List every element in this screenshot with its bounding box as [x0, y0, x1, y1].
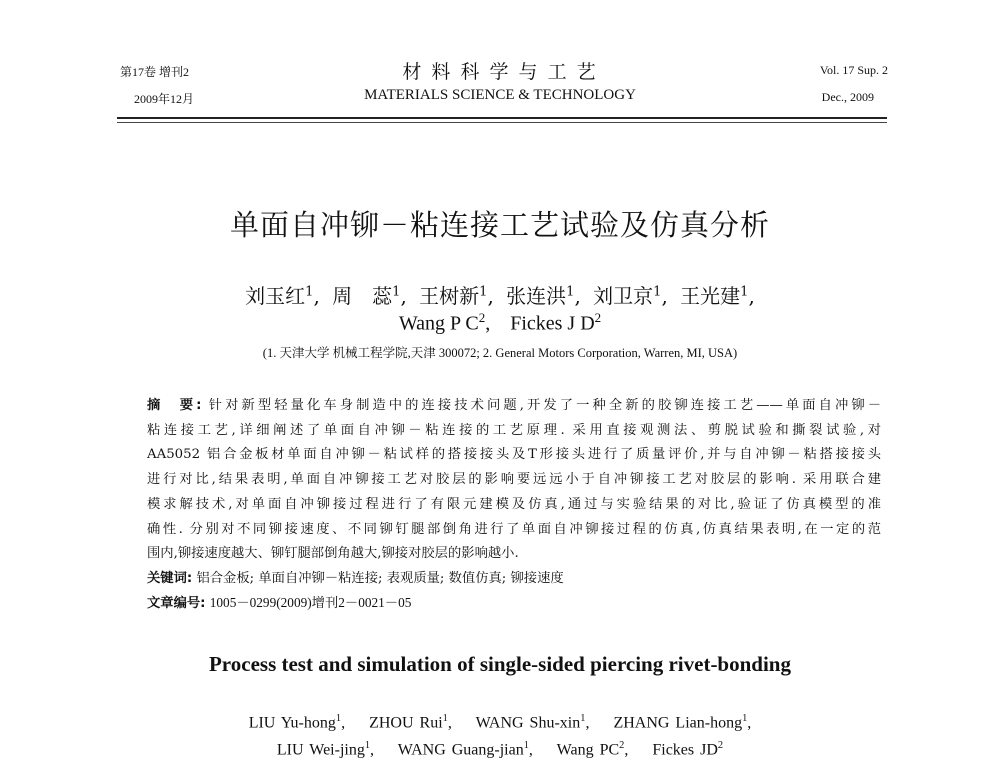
author-name: WANG Guang-jian: [397, 741, 524, 759]
author: 王树新$^1$,: [419, 284, 494, 308]
abstract-line: 围内,铆接速度越大、铆钉腿部倒角越大,铆接对胶层的影响越小.: [147, 546, 519, 561]
date-cn: 2009年12月: [134, 92, 195, 106]
author-name: 刘卫京: [593, 284, 654, 308]
keywords-text: 铝合金板; 单面自冲铆－粘连接; 表观质量; 数值仿真; 铆接速度: [196, 571, 564, 586]
author-sup: 1: [305, 284, 314, 300]
author-sup: 1: [335, 713, 342, 724]
keywords-label: 关键词:: [147, 571, 193, 586]
header-rule: [117, 117, 887, 119]
article-number: [147, 592, 881, 611]
author-sup: 2: [619, 740, 625, 751]
abstract-line: 进行对比,结果表明,单面自冲铆接工艺对胶层的影响要远远小于自冲铆接工艺对胶层的影响. 采用联合建: [147, 472, 881, 487]
journal-name-cn: 材 料 科 学 与 工 艺: [402, 61, 598, 83]
volume-en: Vol. 17 Sup. 2: [819, 63, 888, 77]
author-sup: 1: [364, 740, 371, 751]
author-name: 张连洪: [506, 284, 567, 308]
author: 刘玉红$^1$,: [245, 284, 320, 308]
authors-en-line-1: LIU Yu-hong$^1$, ZHOU Rui$^1$, WANG Shu-xin$^1$, ZHANG Lian-hong$^1$,: [248, 713, 752, 732]
author-sup: 1: [479, 284, 488, 300]
author-name: 刘玉红: [245, 284, 306, 308]
author-sup: 1: [392, 284, 401, 300]
author-sup: 1: [742, 713, 748, 724]
abstract-line: [147, 394, 881, 413]
abstract-text: 针对新型轻量化车身制造中的连接技术问题,开发了一种全新的胶铆连接工艺——单面自冲铆－: [208, 398, 882, 413]
author-name: Wang PC: [556, 741, 620, 759]
title-cn: 单面自冲铆－粘连接工艺试验及仿真分析: [229, 208, 770, 242]
journal-name-en: MATERIALS SCIENCE & TECHNOLOGY: [364, 87, 636, 103]
author-name: WANG Shu-xin: [475, 714, 581, 732]
author-sup: 2: [478, 310, 486, 325]
author-sup: 1: [740, 284, 749, 300]
author-name: LIU Yu-hong: [248, 714, 336, 732]
article-number-text: 1005－0299(2009)增刊2－0021－05: [209, 595, 412, 610]
authors-cn: [0, 280, 1000, 309]
author-name: 王光建: [680, 284, 741, 308]
author-name: 王树新: [419, 284, 480, 308]
author-name: Fickes J D: [510, 312, 595, 335]
author: 张连洪$^1$,: [506, 284, 581, 308]
author: 王光建$^1$,: [680, 284, 755, 308]
article-number-label: 文章编号:: [147, 596, 206, 611]
abstract-line: 粘连接工艺,详细阐述了单面自冲铆－粘连接的工艺原理. 采用直接观测法、剪脱试验和撕裂试验,对: [147, 423, 881, 438]
author-name: 周 蕊: [332, 284, 393, 308]
authors-foreign: Wang P $C^2$, Fickes J $D^2$: [398, 310, 602, 335]
author-sup: 1: [580, 713, 586, 724]
author-name: Wang P C: [398, 312, 479, 335]
author-name: Fickes JD: [652, 741, 718, 759]
author-sup: 2: [594, 310, 602, 325]
author-name: ZHOU Rui: [369, 714, 443, 732]
author-name: LIU Wei-jing: [276, 741, 365, 759]
author-sup: 1: [442, 713, 448, 724]
author-sup: 1: [566, 284, 575, 300]
author: 刘卫京$^1$,: [593, 284, 668, 308]
date-en: Dec., 2009: [821, 90, 874, 104]
header-rule-thin: [117, 122, 887, 123]
author-name: ZHANG Lian-hong: [613, 714, 743, 732]
author-sup: 1: [523, 740, 529, 751]
keywords: [147, 567, 881, 586]
affiliation: (1. 天津大学 机械工程学院,天津 300072; 2. General Motors Corporation, Warren, MI, USA): [262, 346, 738, 360]
volume-cn: 第17卷 增刊2: [120, 65, 190, 79]
author-sup: 2: [717, 740, 724, 751]
title-en: Process test and simulation of single-sided piercing rivet-bonding: [208, 652, 791, 676]
abstract-line: AA5052 铝合金板材单面自冲铆－粘试样的搭接接头及T形接头进行了质量评价,并与自冲铆－粘搭接接头: [147, 447, 881, 462]
author: 周 蕊$^1$,: [332, 284, 407, 308]
abstract-line: 模求解技术,对单面自冲铆接过程进行了有限元建模及仿真,通过与实验结果的对比,验证了仿真模型的准: [147, 497, 881, 512]
abstract-label: 摘 要:: [147, 398, 202, 413]
authors-en-line-2: LIU Wei-jing$^1$, WANG Guang-jian$^1$, Wang $PC^2$, Fickes $JD^2$: [276, 740, 724, 759]
author-sup: 1: [653, 284, 662, 300]
abstract-line: 确性. 分别对不同铆接速度、不同铆钉腿部倒角进行了单面自冲铆接过程的仿真,仿真结果表明,在一定的范: [147, 522, 881, 537]
